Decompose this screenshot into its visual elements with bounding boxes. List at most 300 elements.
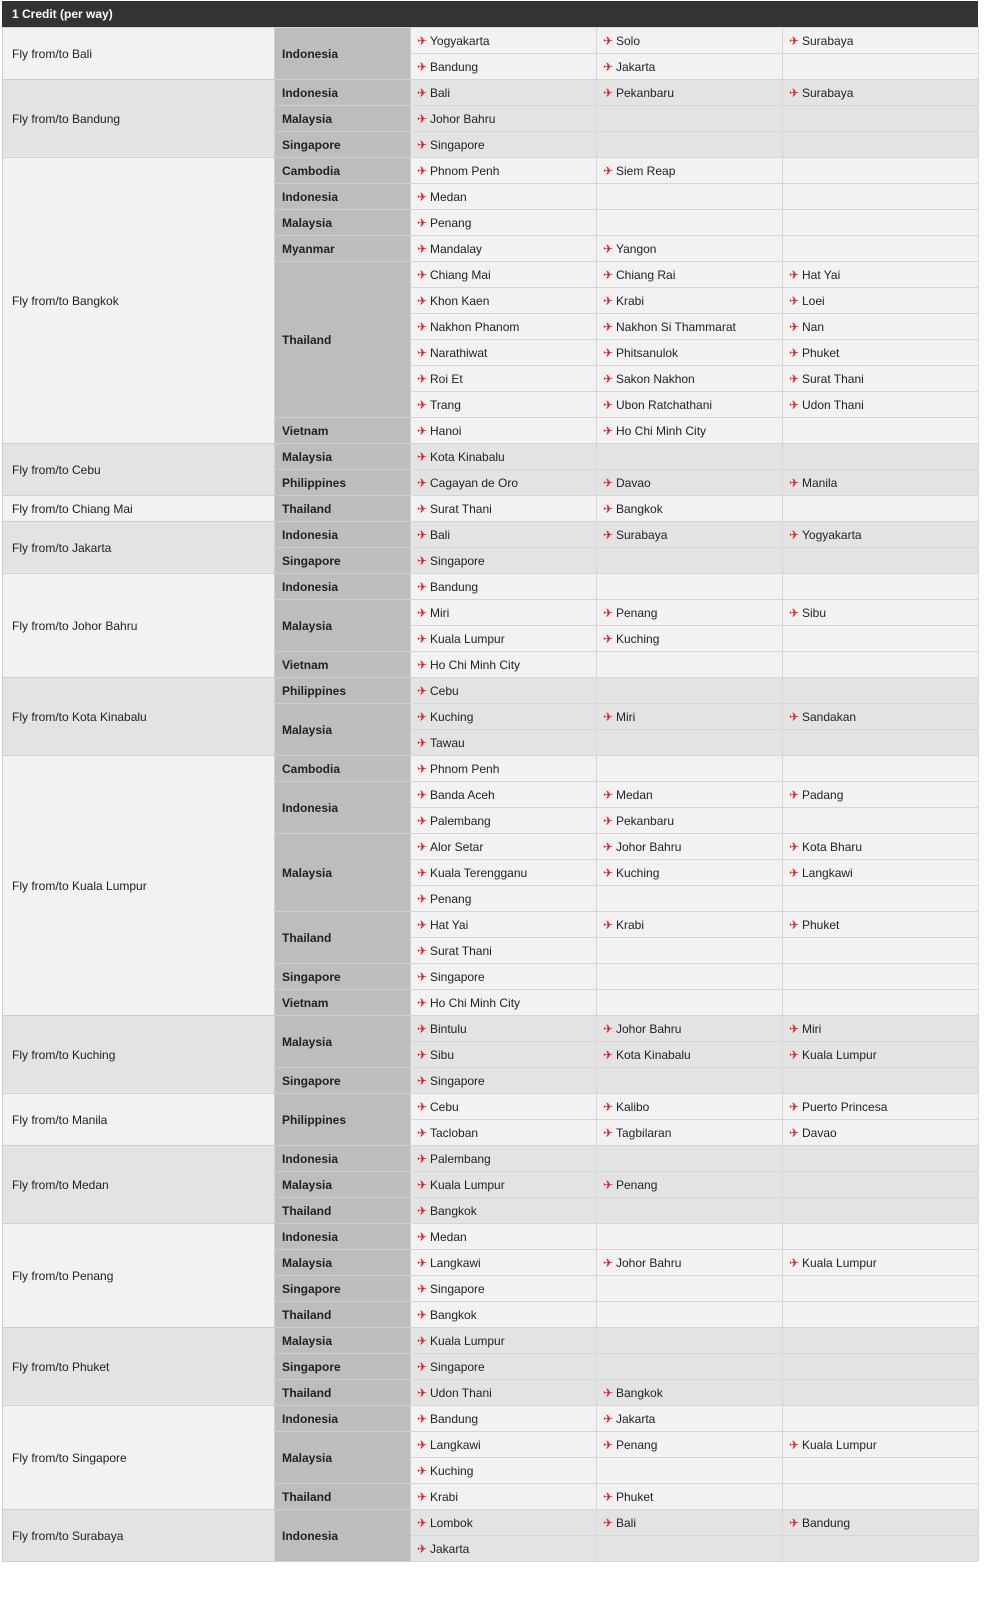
credit-table-container [2,1,978,1562]
destination-cell[interactable] [783,1016,979,1042]
destination-cell[interactable] [411,288,597,314]
plane-icon: ✈ [417,631,428,646]
table-row [3,1406,979,1432]
destination-cell[interactable] [597,1094,783,1120]
destination-cell[interactable] [411,860,597,886]
country-cell: Malaysia [275,834,411,912]
destination-label: Trang [430,397,461,412]
table-row [3,28,979,54]
destination-cell[interactable] [783,80,979,106]
destination-label: Miri [616,709,636,724]
country-cell: Thailand [275,1198,411,1224]
destination-cell[interactable] [411,1484,597,1510]
destination-cell [597,1068,783,1094]
destination-label: Mandalay [430,241,483,256]
destination-label: Kuala Lumpur [430,631,505,646]
destination-label: Pekanbaru [616,85,675,100]
plane-icon: ✈ [417,553,428,568]
destination-label: Ubon Ratchathani [616,397,713,412]
destination-cell [597,1224,783,1250]
plane-icon: ✈ [417,33,428,48]
plane-icon: ✈ [789,1515,800,1530]
destination-label: Kuala Lumpur [802,1255,877,1270]
destination-label: Kota Kinabalu [430,449,505,464]
destination-cell[interactable] [597,1120,783,1146]
plane-icon: ✈ [417,813,428,828]
destination-cell[interactable] [783,392,979,418]
destination-cell [597,1146,783,1172]
destination-label: Phuket [802,917,840,932]
origin-cell: Fly from/to Medan [3,1146,275,1224]
destination-cell[interactable] [411,1042,597,1068]
destination-cell[interactable] [411,1432,597,1458]
destination-cell [783,938,979,964]
country-cell: Vietnam [275,652,411,678]
destination-cell [783,1536,979,1562]
plane-icon: ✈ [603,163,614,178]
plane-icon: ✈ [417,943,428,958]
destination-label: Kuala Lumpur [430,1333,505,1348]
destination-cell[interactable] [597,28,783,54]
destination-cell[interactable] [411,210,597,236]
country-cell: Malaysia [275,210,411,236]
destination-cell[interactable] [411,236,597,262]
destination-cell[interactable] [411,1250,597,1276]
plane-icon: ✈ [417,475,428,490]
destination-cell[interactable] [411,574,597,600]
destination-label: Yogyakarta [802,527,862,542]
destination-cell[interactable] [597,366,783,392]
destination-cell[interactable] [597,626,783,652]
destination-cell[interactable] [783,1094,979,1120]
destination-cell[interactable] [783,470,979,496]
destination-cell[interactable] [597,1406,783,1432]
plane-icon: ✈ [417,579,428,594]
country-cell: Vietnam [275,418,411,444]
destination-cell[interactable] [411,444,597,470]
destination-label: Phitsanulok [616,345,679,360]
destination-label: Tawau [430,735,465,750]
destination-label: Miri [802,1021,822,1036]
destination-cell[interactable] [597,262,783,288]
destination-label: Medan [430,189,467,204]
destination-cell[interactable] [783,782,979,808]
destination-cell[interactable] [597,522,783,548]
country-cell: Thailand [275,1380,411,1406]
plane-icon: ✈ [603,345,614,360]
plane-icon: ✈ [417,1047,428,1062]
destination-cell [597,1302,783,1328]
destination-cell[interactable] [411,886,597,912]
destination-cell[interactable] [597,1172,783,1198]
country-cell: Indonesia [275,1224,411,1250]
plane-icon: ✈ [417,215,428,230]
destination-cell[interactable] [597,1484,783,1510]
destination-cell[interactable] [411,600,597,626]
destination-cell[interactable] [597,912,783,938]
destination-label: Lombok [430,1515,473,1530]
destination-cell[interactable] [411,262,597,288]
plane-icon: ✈ [789,397,800,412]
country-cell: Thailand [275,496,411,522]
destination-cell[interactable] [783,522,979,548]
plane-icon: ✈ [417,189,428,204]
country-cell: Indonesia [275,782,411,834]
destination-cell[interactable] [597,1042,783,1068]
plane-icon: ✈ [603,1047,614,1062]
destination-cell[interactable] [411,314,597,340]
plane-icon: ✈ [603,1255,614,1270]
plane-icon: ✈ [417,787,428,802]
destination-cell [783,132,979,158]
country-cell: Malaysia [275,1250,411,1276]
destination-cell[interactable] [411,652,597,678]
destination-cell[interactable] [411,470,597,496]
plane-icon: ✈ [417,839,428,854]
plane-icon: ✈ [603,917,614,932]
destination-label: Pekanbaru [616,813,675,828]
destination-cell[interactable] [783,1510,979,1536]
destination-cell[interactable] [783,600,979,626]
destination-label: Surabaya [616,527,668,542]
destination-cell[interactable] [597,340,783,366]
destination-cell[interactable] [597,236,783,262]
destination-cell[interactable] [411,1198,597,1224]
origin-cell: Fly from/to Jakarta [3,522,275,574]
destination-cell[interactable] [597,470,783,496]
table-row [3,574,979,600]
destination-cell [597,1354,783,1380]
plane-icon: ✈ [603,709,614,724]
destination-cell[interactable] [411,964,597,990]
plane-icon: ✈ [417,1489,428,1504]
destination-cell[interactable] [597,418,783,444]
destination-label: Bali [430,527,451,542]
destination-cell[interactable] [597,496,783,522]
destination-cell[interactable] [411,1120,597,1146]
destination-cell [783,626,979,652]
destination-cell[interactable] [597,314,783,340]
plane-icon: ✈ [603,1411,614,1426]
destination-label: Surat Thani [802,371,864,386]
destination-cell[interactable] [597,1432,783,1458]
table-row [3,1328,979,1354]
destination-cell[interactable] [411,912,597,938]
plane-icon: ✈ [417,1151,428,1166]
destination-cell [597,756,783,782]
destination-cell [783,886,979,912]
destination-label: Bandung [430,1411,479,1426]
destination-cell[interactable] [783,834,979,860]
country-cell: Singapore [275,1354,411,1380]
destination-cell[interactable] [411,730,597,756]
destination-label: Langkawi [430,1255,481,1270]
destination-label: Johor Bahru [430,111,496,126]
destination-cell[interactable] [597,1016,783,1042]
country-cell: Singapore [275,548,411,574]
destination-cell[interactable] [411,522,597,548]
destination-cell[interactable] [411,366,597,392]
destination-cell [783,1458,979,1484]
destination-cell [783,184,979,210]
origin-cell: Fly from/to Bangkok [3,158,275,444]
destination-cell[interactable] [411,678,597,704]
destination-label: Jakarta [616,1411,656,1426]
country-cell: Philippines [275,470,411,496]
destination-cell[interactable] [783,1042,979,1068]
destination-cell [783,418,979,444]
plane-icon: ✈ [417,527,428,542]
destination-label: Banda Aceh [430,787,495,802]
destination-cell[interactable] [411,938,597,964]
plane-icon: ✈ [603,787,614,802]
destination-cell [783,548,979,574]
destination-label: Sakon Nakhon [616,371,695,386]
country-cell: Thailand [275,912,411,964]
country-cell: Indonesia [275,1510,411,1562]
destination-cell[interactable] [411,392,597,418]
destination-cell [597,210,783,236]
destination-cell[interactable] [411,782,597,808]
destination-cell[interactable] [411,158,597,184]
country-cell: Malaysia [275,1172,411,1198]
destination-cell[interactable] [783,860,979,886]
table-row [3,756,979,782]
destination-label: Chiang Rai [616,267,676,282]
destination-cell[interactable] [597,288,783,314]
plane-icon: ✈ [603,1099,614,1114]
destination-cell [783,210,979,236]
destination-label: Khon Kaen [430,293,490,308]
destination-cell[interactable] [411,28,597,54]
destination-cell[interactable] [411,132,597,158]
destination-label: Cebu [430,683,459,698]
destination-cell[interactable] [411,340,597,366]
destination-cell[interactable] [783,704,979,730]
destination-cell[interactable] [411,1172,597,1198]
table-row [3,1016,979,1042]
plane-icon: ✈ [603,267,614,282]
destination-label: Penang [616,605,658,620]
plane-icon: ✈ [603,501,614,516]
destination-cell [783,1406,979,1432]
destination-cell [597,184,783,210]
plane-icon: ✈ [789,787,800,802]
destination-label: Singapore [430,1281,485,1296]
destination-cell [597,574,783,600]
destination-cell[interactable] [411,704,597,730]
destination-cell[interactable] [783,1250,979,1276]
destination-cell[interactable] [783,1432,979,1458]
plane-icon: ✈ [603,423,614,438]
destination-label: Kuching [616,865,660,880]
plane-icon: ✈ [417,1281,428,1296]
plane-icon: ✈ [603,59,614,74]
destination-cell[interactable] [411,1354,597,1380]
destination-cell[interactable] [411,184,597,210]
destination-cell[interactable] [411,1536,597,1562]
plane-icon: ✈ [789,1125,800,1140]
plane-icon: ✈ [789,1437,800,1452]
plane-icon: ✈ [789,1021,800,1036]
destination-label: Chiang Mai [430,267,491,282]
destination-label: Narathiwat [430,345,488,360]
destination-cell[interactable] [411,106,597,132]
destination-cell[interactable] [411,1380,597,1406]
destination-cell[interactable] [597,808,783,834]
destination-cell[interactable] [411,626,597,652]
destination-label: Kota Bharu [802,839,863,854]
destination-label: Solo [616,33,641,48]
destination-cell[interactable] [411,1458,597,1484]
origin-cell: Fly from/to Chiang Mai [3,496,275,522]
destination-cell[interactable] [597,158,783,184]
destination-label: Jakarta [430,1541,470,1556]
destination-cell[interactable] [597,54,783,80]
country-cell: Malaysia [275,1016,411,1068]
destination-label: Loei [802,293,825,308]
destination-cell[interactable] [411,990,597,1016]
destination-cell [597,964,783,990]
destination-cell[interactable] [411,808,597,834]
table-row [3,158,979,184]
destination-cell[interactable] [411,1328,597,1354]
destination-cell[interactable] [411,1016,597,1042]
destination-cell[interactable] [783,262,979,288]
destination-cell[interactable] [783,340,979,366]
plane-icon: ✈ [603,475,614,490]
destination-cell [783,496,979,522]
plane-icon: ✈ [789,839,800,854]
destination-cell[interactable] [783,28,979,54]
destination-cell [783,1198,979,1224]
destination-cell[interactable] [411,834,597,860]
table-row [3,496,979,522]
destination-label: Phuket [616,1489,654,1504]
destination-label: Kuala Lumpur [430,1177,505,1192]
destination-label: Penang [430,215,472,230]
plane-icon: ✈ [603,1177,614,1192]
destination-label: Bandung [430,579,479,594]
plane-icon: ✈ [417,995,428,1010]
destination-label: Jakarta [616,59,656,74]
destination-label: Ho Chi Minh City [430,995,521,1010]
plane-icon: ✈ [417,1385,428,1400]
destination-cell[interactable] [597,860,783,886]
plane-icon: ✈ [417,1463,428,1478]
destination-cell [597,938,783,964]
destination-cell[interactable] [597,782,783,808]
destination-cell[interactable] [597,834,783,860]
destination-cell[interactable] [597,80,783,106]
country-cell: Philippines [275,1094,411,1146]
plane-icon: ✈ [603,1515,614,1530]
plane-icon: ✈ [417,683,428,698]
destination-cell[interactable] [411,418,597,444]
destination-label: Palembang [430,1151,491,1166]
destination-cell[interactable] [597,1510,783,1536]
destination-cell [783,1354,979,1380]
destination-cell[interactable] [597,392,783,418]
plane-icon: ✈ [417,371,428,386]
plane-icon: ✈ [417,137,428,152]
destination-cell[interactable] [411,80,597,106]
destination-cell[interactable] [597,1250,783,1276]
destination-cell[interactable] [411,496,597,522]
country-cell: Singapore [275,1276,411,1302]
destination-label: Alor Setar [430,839,484,854]
plane-icon: ✈ [789,865,800,880]
destination-cell[interactable] [411,1302,597,1328]
plane-icon: ✈ [417,111,428,126]
plane-icon: ✈ [789,345,800,360]
destination-cell[interactable] [411,1510,597,1536]
plane-icon: ✈ [417,85,428,100]
origin-cell: Fly from/to Bali [3,28,275,80]
table-row [3,1094,979,1120]
destination-cell[interactable] [411,1068,597,1094]
destination-label: Singapore [430,137,485,152]
destination-cell[interactable] [411,54,597,80]
plane-icon: ✈ [603,371,614,386]
destination-label: Surat Thani [430,501,492,516]
destination-cell[interactable] [783,1120,979,1146]
destination-cell [783,1068,979,1094]
destination-label: Sandakan [802,709,857,724]
destination-cell [597,1328,783,1354]
destination-cell[interactable] [411,548,597,574]
destination-cell[interactable] [411,756,597,782]
plane-icon: ✈ [417,1437,428,1452]
destination-cell[interactable] [411,1094,597,1120]
destination-cell[interactable] [597,704,783,730]
destination-cell [597,678,783,704]
destination-cell [597,444,783,470]
plane-icon: ✈ [417,449,428,464]
plane-icon: ✈ [603,319,614,334]
destination-cell [597,548,783,574]
destination-cell[interactable] [783,912,979,938]
destination-cell[interactable] [783,366,979,392]
destination-cell[interactable] [783,314,979,340]
destination-cell[interactable] [411,1146,597,1172]
destination-cell[interactable] [411,1224,597,1250]
destination-label: Hat Yai [430,917,469,932]
destination-cell[interactable] [411,1406,597,1432]
plane-icon: ✈ [417,735,428,750]
plane-icon: ✈ [417,1125,428,1140]
plane-icon: ✈ [417,397,428,412]
destination-label: Cebu [430,1099,459,1114]
destination-label: Tacloban [430,1125,479,1140]
plane-icon: ✈ [417,1541,428,1556]
destination-cell[interactable] [411,1276,597,1302]
plane-icon: ✈ [417,1359,428,1374]
destination-label: Sibu [430,1047,455,1062]
country-cell: Malaysia [275,1328,411,1354]
plane-icon: ✈ [789,709,800,724]
destination-label: Bali [430,85,451,100]
country-cell: Indonesia [275,1146,411,1172]
destination-label: Bangkok [616,1385,663,1400]
destination-cell[interactable] [783,288,979,314]
destination-cell[interactable] [597,1380,783,1406]
destination-label: Palembang [430,813,491,828]
destination-label: Bintulu [430,1021,467,1036]
origin-cell: Fly from/to Cebu [3,444,275,496]
destination-cell [597,1536,783,1562]
destination-cell[interactable] [597,600,783,626]
